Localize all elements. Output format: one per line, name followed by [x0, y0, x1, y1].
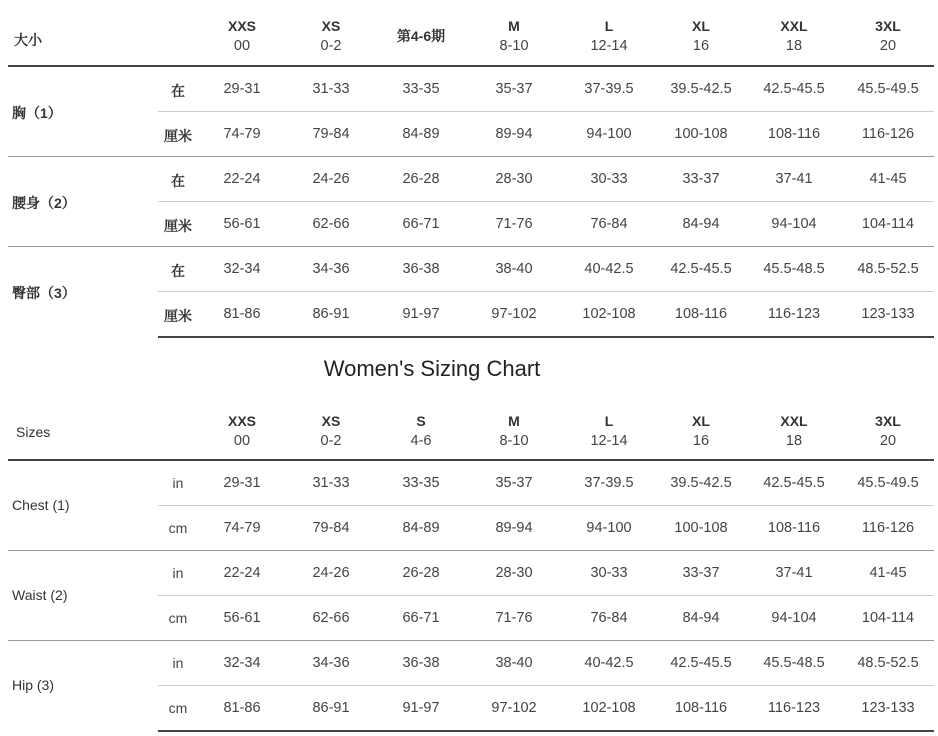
table-cell: 81-86 — [223, 306, 261, 322]
size-column-header — [875, 411, 901, 451]
table-cell: 94-104 — [771, 216, 817, 232]
table-cell: 76-84 — [590, 216, 628, 232]
table-cell: 45.5-49.5 — [857, 475, 919, 491]
table-cell: 102-108 — [582, 700, 636, 716]
table-cell: 45.5-48.5 — [763, 261, 825, 277]
unit-label: cm — [168, 520, 188, 536]
row-divider — [158, 595, 934, 596]
table-cell: 94-100 — [586, 520, 632, 536]
table-cell: 42.5-45.5 — [670, 655, 732, 671]
table-cell: 29-31 — [223, 475, 261, 491]
table-cell: 32-34 — [223, 655, 261, 671]
size-name: 3XL — [875, 413, 901, 429]
size-number: 12-14 — [590, 433, 628, 449]
size-number: 18 — [785, 433, 803, 449]
table-cell: 89-94 — [495, 126, 533, 142]
size-name: XL — [692, 413, 710, 429]
table-cell: 32-34 — [223, 261, 261, 277]
row-divider — [158, 685, 934, 686]
size-column-header — [499, 411, 528, 451]
table-cell: 74-79 — [223, 126, 261, 142]
size-column-header — [780, 411, 807, 451]
table-cell: 38-40 — [495, 655, 533, 671]
table-cell: 35-37 — [495, 475, 533, 491]
table-cell: 30-33 — [590, 171, 628, 187]
table-cell: 76-84 — [590, 610, 628, 626]
table-cell: 108-116 — [767, 126, 821, 142]
measurement-group-label: Chest (1) — [12, 497, 70, 513]
group-divider — [8, 550, 934, 551]
size-number: 00 — [233, 38, 251, 54]
table-cell: 39.5-42.5 — [670, 81, 732, 97]
size-column-header — [692, 16, 710, 56]
table-cell: 41-45 — [869, 565, 907, 581]
size-column-header — [228, 411, 256, 451]
size-number: 16 — [692, 38, 710, 54]
table-cell: 37-41 — [775, 171, 813, 187]
table-cell: 81-86 — [223, 700, 261, 716]
unit-label: cm — [168, 700, 188, 716]
table-cell: 84-94 — [682, 216, 720, 232]
table-cell: 104-114 — [861, 610, 915, 626]
table-cell: 116-123 — [767, 700, 821, 716]
table-cell: 91-97 — [402, 700, 440, 716]
table-cell: 48.5-52.5 — [857, 261, 919, 277]
size-name: XXL — [780, 18, 808, 34]
unit-label: in — [172, 565, 184, 581]
table-cell: 97-102 — [491, 306, 537, 322]
unit-label: in — [172, 475, 184, 491]
table-cell: 39.5-42.5 — [670, 475, 732, 491]
table-cell: 48.5-52.5 — [857, 655, 919, 671]
table-cell: 42.5-45.5 — [670, 261, 732, 277]
group-divider — [8, 640, 934, 641]
table-cell: 36-38 — [402, 261, 440, 277]
table-cell: 62-66 — [312, 216, 350, 232]
table-cell: 56-61 — [223, 216, 261, 232]
size-number: 16 — [692, 433, 710, 449]
size-name: XXL — [780, 413, 808, 429]
table-cell: 31-33 — [312, 81, 350, 97]
table-cell: 86-91 — [312, 306, 350, 322]
size-name: 3XL — [875, 18, 901, 34]
size-column-header — [780, 16, 807, 56]
size-number: 8-10 — [499, 433, 529, 449]
size-name: XS — [321, 413, 341, 429]
unit-label: 在 — [171, 83, 185, 99]
size-number: 12-14 — [590, 38, 628, 54]
size-name: XXS — [227, 413, 257, 429]
row-divider — [158, 201, 934, 202]
unit-label: 在 — [171, 173, 185, 189]
size-name: 第4-6期 — [396, 28, 446, 44]
table-cell: 45.5-49.5 — [857, 81, 919, 97]
table-cell: 24-26 — [312, 565, 350, 581]
table-cell: 66-71 — [402, 216, 440, 232]
table-cell: 62-66 — [312, 610, 350, 626]
table-cell: 33-37 — [682, 565, 720, 581]
table-cell: 42.5-45.5 — [763, 81, 825, 97]
size-column-header — [875, 16, 901, 56]
size-name: M — [508, 18, 520, 34]
table-cell: 123-133 — [861, 700, 915, 716]
size-number: 00 — [233, 433, 251, 449]
table-cell: 79-84 — [312, 520, 350, 536]
table-cell: 116-126 — [861, 126, 915, 142]
size-number: 8-10 — [499, 38, 529, 54]
table-cell: 34-36 — [312, 655, 350, 671]
unit-label: in — [172, 655, 184, 671]
unit-label: cm — [168, 610, 188, 626]
table-cell: 45.5-48.5 — [763, 655, 825, 671]
measurement-group-label: 胸（1） — [12, 105, 62, 121]
size-number: 18 — [785, 38, 803, 54]
unit-label: 厘米 — [164, 218, 192, 234]
table-cell: 71-76 — [495, 216, 533, 232]
table-cell: 29-31 — [223, 81, 261, 97]
table-cell: 38-40 — [495, 261, 533, 277]
table-cell: 123-133 — [861, 306, 915, 322]
table-cell: 33-37 — [682, 171, 720, 187]
table-cell: 79-84 — [312, 126, 350, 142]
size-header-label: 大小 — [14, 32, 42, 48]
table-cell: 34-36 — [312, 261, 350, 277]
table-cell: 84-89 — [402, 520, 440, 536]
table-cell: 71-76 — [495, 610, 533, 626]
group-divider — [158, 336, 934, 338]
size-number: 20 — [879, 38, 897, 54]
table-cell: 89-94 — [495, 520, 533, 536]
size-column-header — [692, 411, 710, 451]
table-cell: 22-24 — [223, 171, 261, 187]
size-name: XL — [692, 18, 710, 34]
row-divider — [158, 291, 934, 292]
row-divider — [158, 505, 934, 506]
table-cell: 26-28 — [402, 171, 440, 187]
table-cell: 74-79 — [223, 520, 261, 536]
table-cell: 102-108 — [582, 306, 636, 322]
size-name: L — [604, 413, 614, 429]
table-cell: 37-39.5 — [584, 81, 634, 97]
table-cell: 42.5-45.5 — [763, 475, 825, 491]
table-cell: 100-108 — [674, 126, 728, 142]
size-column-header — [499, 16, 528, 56]
size-name: L — [604, 18, 614, 34]
table-cell: 28-30 — [495, 171, 533, 187]
header-divider — [8, 65, 934, 67]
table-cell: 35-37 — [495, 81, 533, 97]
size-name: S — [416, 413, 426, 429]
table-cell: 36-38 — [402, 655, 440, 671]
size-number: 0-2 — [320, 433, 342, 449]
size-column-header — [411, 411, 432, 451]
table-cell: 116-123 — [767, 306, 821, 322]
measurement-group-label: Waist (2) — [12, 587, 68, 603]
group-divider — [8, 156, 934, 157]
table-cell: 40-42.5 — [584, 261, 634, 277]
size-name: M — [508, 413, 520, 429]
unit-label: 厘米 — [164, 308, 192, 324]
table-cell: 91-97 — [402, 306, 440, 322]
table-cell: 84-94 — [682, 610, 720, 626]
table-cell: 26-28 — [402, 565, 440, 581]
size-header-label: Sizes — [16, 424, 51, 440]
chart-title: Women's Sizing Chart — [323, 356, 541, 381]
measurement-group-label: 臀部（3） — [12, 285, 76, 301]
group-divider — [8, 246, 934, 247]
table-cell: 100-108 — [674, 520, 728, 536]
table-cell: 33-35 — [402, 81, 440, 97]
size-column-header — [590, 411, 627, 451]
table-cell: 37-41 — [775, 565, 813, 581]
row-divider — [158, 111, 934, 112]
table-cell: 40-42.5 — [584, 655, 634, 671]
table-cell: 108-116 — [767, 520, 821, 536]
table-cell: 24-26 — [312, 171, 350, 187]
table-cell: 116-126 — [861, 520, 915, 536]
table-cell: 33-35 — [402, 475, 440, 491]
table-cell: 94-100 — [586, 126, 632, 142]
table-cell: 31-33 — [312, 475, 350, 491]
size-number: 4-6 — [410, 433, 432, 449]
size-column-header — [397, 26, 445, 46]
size-name: XXS — [227, 18, 257, 34]
table-cell: 94-104 — [771, 610, 817, 626]
measurement-group-label: 腰身（2） — [12, 195, 76, 211]
table-cell: 28-30 — [495, 565, 533, 581]
size-name: XS — [321, 18, 341, 34]
size-column-header — [590, 16, 627, 56]
size-column-header — [228, 16, 256, 56]
header-divider — [8, 459, 934, 461]
table-cell: 97-102 — [491, 700, 537, 716]
group-divider — [158, 730, 934, 732]
size-number: 0-2 — [320, 38, 342, 54]
table-cell: 108-116 — [674, 306, 728, 322]
unit-label: 厘米 — [164, 128, 192, 144]
size-column-header — [321, 16, 342, 56]
table-cell: 30-33 — [590, 565, 628, 581]
table-cell: 108-116 — [674, 700, 728, 716]
table-cell: 41-45 — [869, 171, 907, 187]
size-column-header — [321, 411, 342, 451]
table-cell: 56-61 — [223, 610, 261, 626]
measurement-group-label: Hip (3) — [12, 677, 55, 693]
table-cell: 104-114 — [861, 216, 915, 232]
table-cell: 37-39.5 — [584, 475, 634, 491]
table-cell: 86-91 — [312, 700, 350, 716]
table-cell: 84-89 — [402, 126, 440, 142]
unit-label: 在 — [171, 263, 185, 279]
size-number: 20 — [879, 433, 897, 449]
table-cell: 22-24 — [223, 565, 261, 581]
table-cell: 66-71 — [402, 610, 440, 626]
